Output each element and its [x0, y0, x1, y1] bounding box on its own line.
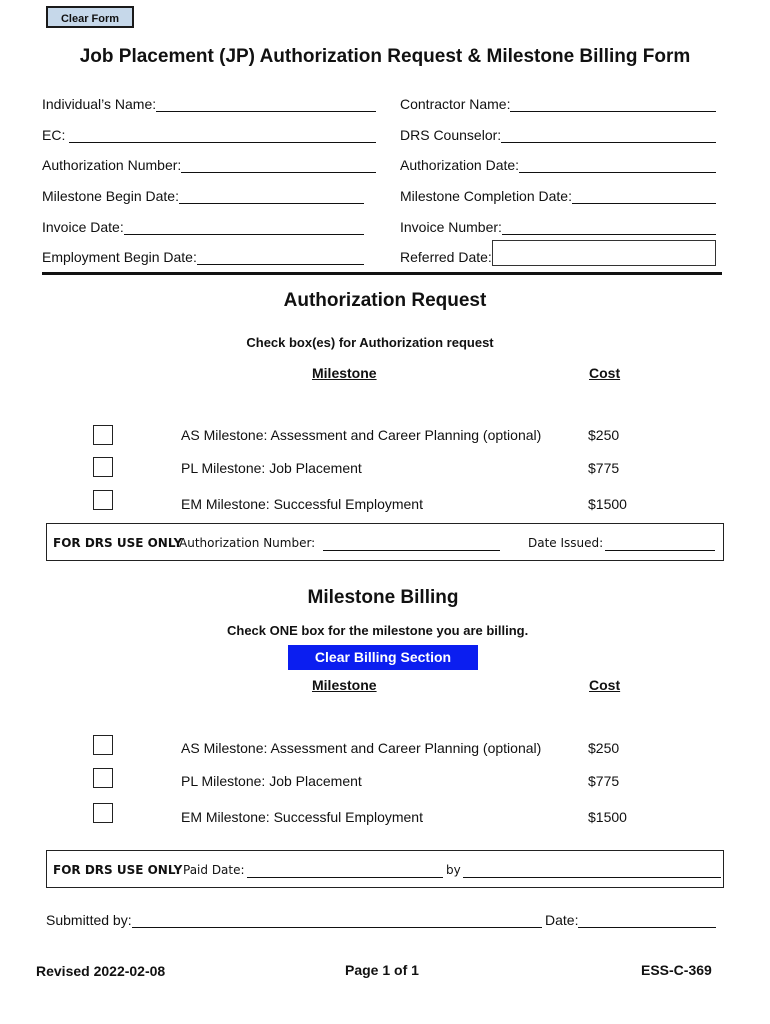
- drs-paid-date-input[interactable]: [247, 877, 443, 878]
- milestone-completion-date-field: [400, 188, 716, 204]
- submitted-by-input[interactable]: [132, 913, 542, 928]
- bill-as-cost: $250: [588, 740, 620, 756]
- contractor-name-label: Contractor Name:: [400, 96, 511, 112]
- bill-pl-label: PL Milestone: Job Placement: [181, 773, 362, 789]
- drs-use-only-label: FOR DRS USE ONLY: [53, 536, 183, 550]
- authorization-number-input[interactable]: [181, 158, 376, 173]
- auth-pl-cost: $775: [588, 460, 620, 476]
- contractor-name-input[interactable]: [510, 97, 716, 112]
- milestone-billing-title: Milestone Billing: [307, 587, 459, 608]
- billing-instruction: Check ONE box for the milestone you are billing.: [227, 623, 529, 638]
- auth-pl-label: PL Milestone: Job Placement: [181, 460, 362, 476]
- individual-name-field: [42, 96, 376, 112]
- ec-label: EC:: [42, 127, 66, 143]
- clear-form-button[interactable]: Clear Form: [46, 6, 134, 28]
- authorization-request-title: Authorization Request: [283, 290, 487, 311]
- invoice-date-field: [42, 219, 364, 235]
- invoice-number-field: [400, 219, 716, 235]
- bill-pl-cost: $775: [588, 773, 620, 789]
- revised-date: Revised 2022-02-08: [36, 963, 166, 979]
- submitted-date-label: Date:: [545, 912, 579, 928]
- auth-em-cost: $1500: [588, 496, 627, 512]
- drs-counselor-input[interactable]: [501, 128, 716, 143]
- authorization-number-label: Authorization Number:: [42, 157, 182, 173]
- referred-date-input[interactable]: [492, 240, 716, 266]
- bill-pl-checkbox[interactable]: [93, 768, 113, 788]
- billing-milestone-header: Milestone: [312, 677, 377, 693]
- clear-billing-section-button[interactable]: Clear Billing Section: [288, 645, 478, 670]
- bill-em-label: EM Milestone: Successful Employment: [181, 809, 423, 825]
- bill-em-cost: $1500: [588, 809, 627, 825]
- drs-date-issued-label: Date Issued:: [528, 536, 604, 550]
- authorization-date-label: Authorization Date:: [400, 157, 520, 173]
- referred-date-label: Referred Date:: [400, 249, 492, 265]
- auth-as-label: AS Milestone: Assessment and Career Planning (optional): [181, 427, 542, 443]
- milestone-begin-date-field: [42, 188, 364, 204]
- auth-as-cost: $250: [588, 427, 620, 443]
- form-id: ESS-C-369: [641, 962, 712, 978]
- page-number: Page 1 of 1: [345, 962, 419, 978]
- ec-input[interactable]: [69, 128, 376, 143]
- drs-auth-number-input[interactable]: [323, 550, 500, 551]
- auth-em-checkbox[interactable]: [93, 490, 113, 510]
- drs-by-label: by: [446, 863, 461, 877]
- drs-counselor-label: DRS Counselor:: [400, 127, 502, 143]
- drs-billing-box: [46, 850, 724, 888]
- milestone-begin-date-label: Milestone Begin Date:: [42, 188, 179, 204]
- contractor-name-field: [400, 96, 716, 112]
- drs-by-input[interactable]: [463, 877, 721, 878]
- authorization-date-input[interactable]: [519, 158, 716, 173]
- drs-counselor-field: [400, 127, 716, 143]
- invoice-number-label: Invoice Number:: [400, 219, 502, 235]
- header-divider: [42, 272, 722, 275]
- employment-begin-date-input[interactable]: [197, 250, 364, 265]
- drs-billing-use-only-label: FOR DRS USE ONLY: [53, 863, 183, 877]
- individual-name-label: Individual’s Name:: [42, 96, 157, 112]
- authorization-date-field: [400, 157, 716, 173]
- employment-begin-date-label: Employment Begin Date:: [42, 249, 197, 265]
- milestone-completion-date-input[interactable]: [572, 189, 716, 204]
- authorization-instruction: Check box(es) for Authorization request: [246, 335, 494, 350]
- invoice-date-input[interactable]: [124, 220, 364, 235]
- bill-as-label: AS Milestone: Assessment and Career Planning (optional): [181, 740, 542, 756]
- referred-date-field: [400, 238, 716, 266]
- auth-as-checkbox[interactable]: [93, 425, 113, 445]
- auth-pl-checkbox[interactable]: [93, 457, 113, 477]
- drs-authorization-box: [46, 523, 724, 561]
- drs-auth-number-label: Authorization Number:: [179, 536, 316, 550]
- bill-as-checkbox[interactable]: [93, 735, 113, 755]
- submitted-by-label: Submitted by:: [46, 912, 132, 928]
- bill-em-checkbox[interactable]: [93, 803, 113, 823]
- individual-name-input[interactable]: [156, 97, 376, 112]
- ec-field: [42, 127, 376, 143]
- milestone-begin-date-input[interactable]: [179, 189, 364, 204]
- submitted-date-input[interactable]: [578, 913, 716, 928]
- invoice-date-label: Invoice Date:: [42, 219, 124, 235]
- form-title: Job Placement (JP) Authorization Request & Milestone Billing Form: [79, 46, 691, 67]
- billing-cost-header: Cost: [589, 677, 621, 693]
- authorization-milestone-header: Milestone: [312, 365, 377, 381]
- authorization-cost-header: Cost: [589, 365, 621, 381]
- authorization-number-field: [42, 157, 376, 173]
- submitted-by-field: [46, 912, 542, 928]
- invoice-number-input[interactable]: [502, 220, 716, 235]
- submitted-date-field: [545, 912, 716, 928]
- milestone-completion-date-label: Milestone Completion Date:: [400, 188, 572, 204]
- auth-em-label: EM Milestone: Successful Employment: [181, 496, 423, 512]
- employment-begin-date-field: [42, 249, 364, 265]
- drs-date-issued-input[interactable]: [605, 550, 715, 551]
- drs-paid-date-label: Paid Date:: [183, 863, 245, 877]
